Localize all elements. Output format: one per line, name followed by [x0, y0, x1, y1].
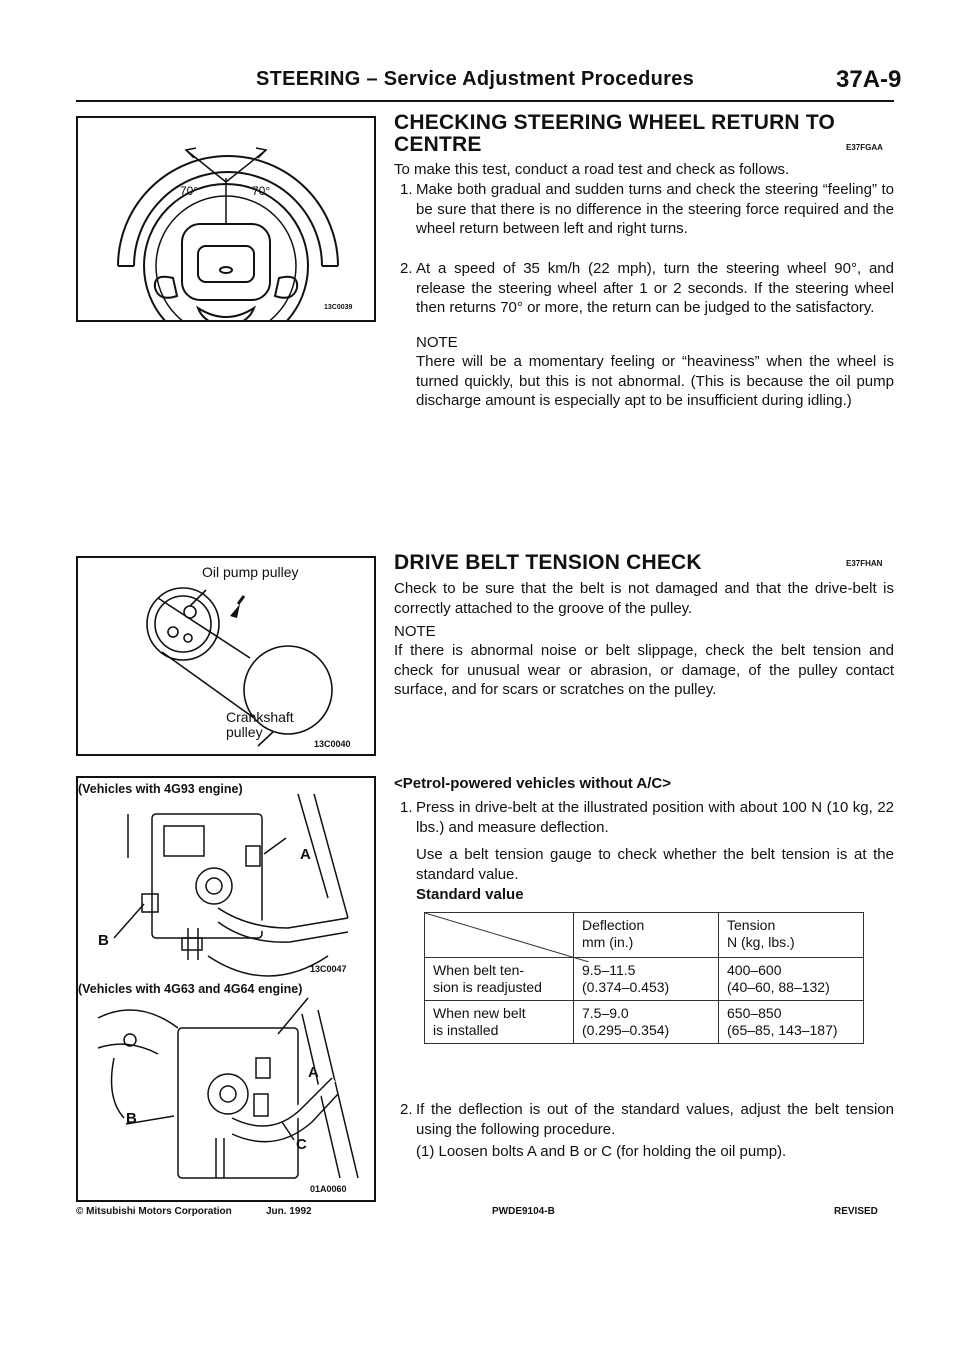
table-row [425, 913, 864, 958]
page-header-title: STEERING – Service Adjustment Procedures [256, 68, 695, 90]
section-title-steering-return: CHECKING STEERING WHEEL RETURN TO CENTRE [394, 111, 836, 156]
diagonal-line-icon [425, 913, 589, 962]
table-cell: 9.5–11.5 (0.374–0.453) [574, 958, 719, 1001]
angle-left-label: 70° [180, 184, 199, 198]
table-cell: When new belt is installed [425, 1001, 574, 1044]
footer-date: Jun. 1992 [266, 1206, 312, 1217]
angle-right-label: 70° [252, 184, 271, 198]
table-row [425, 958, 864, 1001]
header-rule [76, 100, 894, 102]
note-label: NOTE [416, 334, 458, 351]
page-number: 37A-9 [836, 66, 902, 93]
steering-wheel-figure [76, 116, 376, 322]
item1-sub-text: Use a belt tension gauge to check whether the belt tension is at the standard value. [416, 846, 894, 883]
footer-doc-code: PWDE9104-B [492, 1206, 555, 1217]
label-a: A [308, 1064, 319, 1081]
section2-intro: Check to be sure that the belt is not damaged and that the drive-belt is correctly attached to the groove of the pulley. [394, 580, 894, 617]
table-corner-cell [425, 913, 574, 958]
note-text: There will be a momentary feeling or “heaviness” when the wheel is turned quickly, but this is not abnormal. (This is because the oil pump discharge amount is especially apt to be insufficient during idling.) [416, 353, 894, 410]
figure-code: 13C0047 [310, 964, 347, 974]
section-title-belt-tension: DRIVE BELT TENSION CHECK [394, 551, 702, 574]
table-cell: When belt ten- sion is readjusted [425, 958, 574, 1001]
pulley-figure [76, 556, 376, 756]
oil-pump-pulley-label: Oil pump pulley [202, 564, 299, 580]
steering-wheel-icon [78, 118, 374, 320]
figure-code: 13C0040 [314, 739, 351, 749]
label-b: B [98, 932, 109, 949]
standard-value-label: Standard value [416, 886, 524, 903]
table-cell: 650–850 (65–85, 143–187) [719, 1001, 864, 1044]
figure-code: 13C0039 [324, 304, 353, 311]
section-code: E37FHAN [846, 559, 883, 568]
note-label: NOTE [394, 623, 436, 640]
note-text: If there is abnormal noise or belt slippage, check the belt tension and check for unusual wear or abrasion, or damage, of the pulley contact surface, and for scars or scratches on the pulley. [394, 642, 894, 699]
label-c: C [296, 1136, 307, 1153]
table-header-cell: Deflection mm (in.) [574, 913, 719, 958]
figure-code: 01A0060 [310, 1184, 347, 1194]
list-item: 2. If the deflection is out of the standard values, adjust the belt tension using the following procedure. [400, 1101, 894, 1138]
table-row [425, 1001, 864, 1044]
crankshaft-pulley-label: Crankshaft pulley [226, 709, 294, 740]
list-item: 2. At a speed of 35 km/h (22 mph), turn the steering wheel 90°, and release the steering wheel after 1 or 2 seconds. If the steering wheel then returns 70° or more, the return can be judged to the satisfactory. [400, 260, 894, 317]
table-cell: 400–600 (40–60, 88–132) [719, 958, 864, 1001]
table-cell: 7.5–9.0 (0.295–0.354) [574, 1001, 719, 1044]
label-a: A [300, 846, 311, 863]
footer-copyright: © Mitsubishi Motors Corporation [76, 1206, 232, 1217]
list-item: 1. Make both gradual and sudden turns and check the steering “feeling” to be sure that there is no difference in the steering force required and the wheel return between left and right turns. [400, 181, 894, 238]
section1-intro: To make this test, conduct a road test and check as follows. [394, 161, 790, 178]
footer-status: REVISED [834, 1206, 878, 1217]
item2-sub-text: (1) Loosen bolts A and B or C (for holding the oil pump). [416, 1143, 787, 1160]
table-header-cell: Tension N (kg, lbs.) [719, 913, 864, 958]
sub-heading: <Petrol-powered vehicles without A/C> [394, 775, 672, 792]
standard-value-table [424, 912, 864, 1044]
list-item: 1. Press in drive-belt at the illustrated position with about 100 N (10 kg, 22 lbs.) and measure deflection. [400, 799, 894, 836]
engine-4g63-caption: (Vehicles with 4G63 and 4G64 engine) [78, 982, 303, 996]
section-code: E37FGAA [846, 143, 883, 152]
engine-figure [76, 776, 376, 1202]
label-b: B [126, 1110, 137, 1127]
engine-4g93-caption: (Vehicles with 4G93 engine) [78, 782, 243, 796]
